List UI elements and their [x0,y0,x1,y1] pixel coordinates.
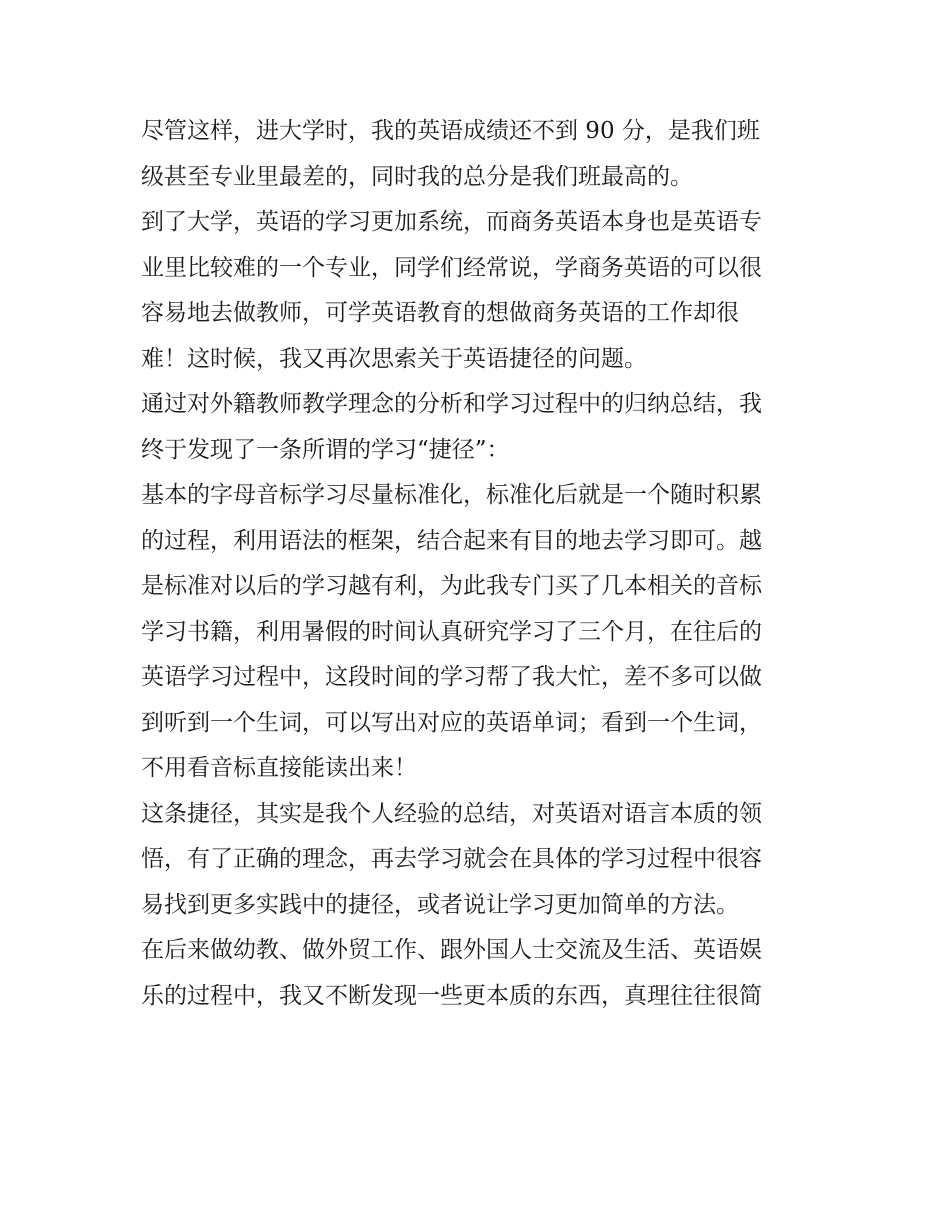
text-line: 到了大学，英语的学习更加系统，而商务英语本身也是英语专 [141,209,762,235]
text-line: 的过程，利用语法的框架，结合起来有目的地去学习即可。越 [141,527,762,554]
text-line: 是标准对以后的学习越有利，为此我专门买了几本相关的音标 [141,573,762,599]
text-line: 易找到更多实践中的捷径，或者说让学习更加简单的方法。 [141,891,739,918]
text-line: 到听到一个生词，可以写出对应的英语单词；看到一个生词， [141,709,762,736]
text-line: 基本的字母音标学习尽量标准化，标准化后就是一个随时积累 [141,482,762,508]
text-line: 难！这时候，我又再次思索关于英语捷径的问题。 [141,345,647,372]
text-line: 终于发现了一条所谓的学习“捷径”： [141,436,510,463]
text-line: 尽管这样，进大学时，我的英语成绩还不到 90 分，是我们班 [141,118,760,144]
text-line: 乐的过程中，我又不断发现一些更本质的东西，真理往往很简 [141,982,762,1009]
text-line: 这条捷径，其实是我个人经验的总结，对英语对语言本质的领 [141,800,762,827]
text-line: 容易地去做教师，可学英语教育的想做商务英语的工作却很 [141,300,739,326]
text-line: 业里比较难的一个专业，同学们经常说，学商务英语的可以很 [141,254,762,281]
text-line: 英语学习过程中，这段时间的学习帮了我大忙，差不多可以做 [141,664,762,690]
text-line: 悟，有了正确的理念，再去学习就会在具体的学习过程中很容 [141,846,762,872]
document-body [141,109,821,1019]
text-line: 级甚至专业里最差的，同时我的总分是我们班最高的。 [141,163,693,190]
text-line: 在后来做幼教、做外贸工作、跟外国人士交流及生活、英语娱 [141,937,762,963]
text-line: 不用看音标直接能读出来！ [141,755,417,781]
text-line: 通过对外籍教师教学理念的分析和学习过程中的归纳总结，我 [141,391,762,417]
text-line: 学习书籍，利用暑假的时间认真研究学习了三个月，在往后的 [141,618,762,645]
